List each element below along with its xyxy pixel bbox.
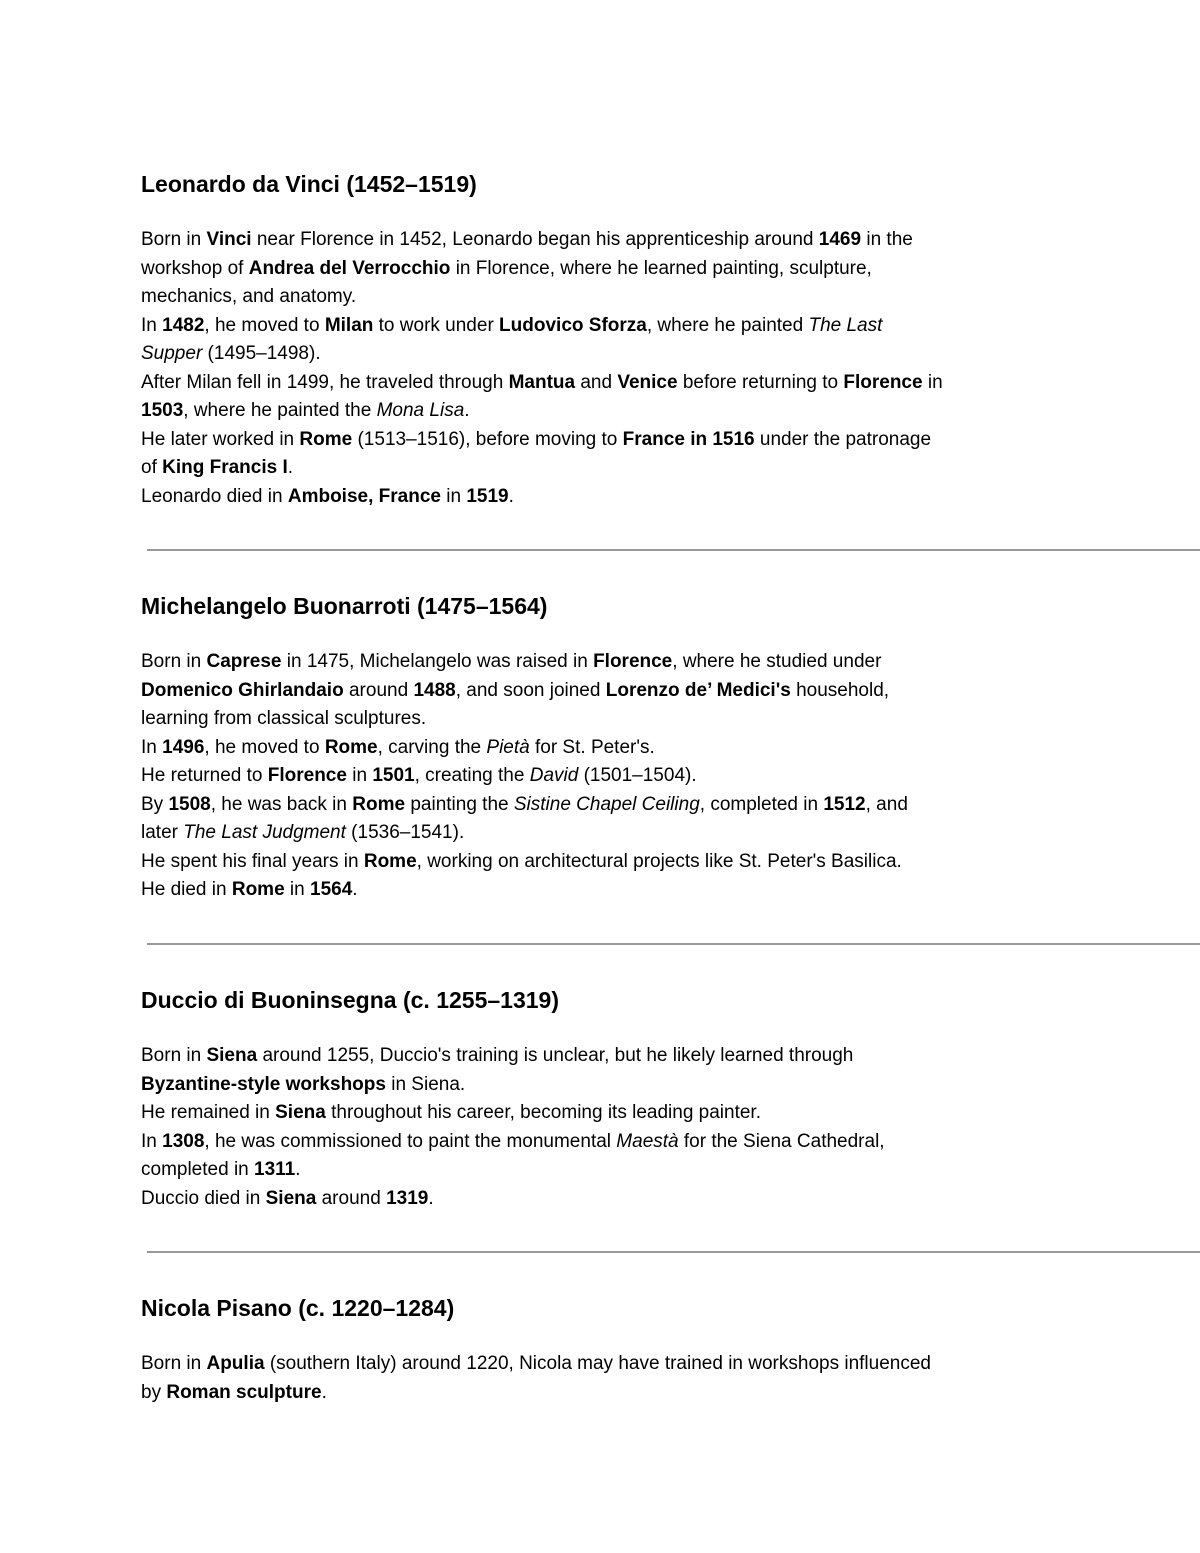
italic-text: Sistine Chapel Ceiling xyxy=(513,793,700,815)
text-run: in Florence, where he learned painting, sculpture, xyxy=(450,257,872,279)
paragraph-line xyxy=(141,397,1141,426)
paragraph-line xyxy=(141,1185,1141,1214)
text-run: . xyxy=(287,457,294,478)
text-run: later xyxy=(141,822,184,843)
bold-text: 1564 xyxy=(310,879,353,900)
text-run: He remained in xyxy=(141,1102,276,1123)
text-run: . xyxy=(508,485,514,507)
paragraph-line xyxy=(141,283,1141,312)
italic-text: The Last Judgment xyxy=(183,822,346,843)
section-divider xyxy=(147,1251,1200,1253)
section-michelangelo xyxy=(141,592,1141,905)
paragraph-line xyxy=(141,312,1141,341)
text-run: and xyxy=(575,371,618,393)
text-run: in Siena. xyxy=(385,1073,466,1095)
bold-text: Florence xyxy=(593,651,673,672)
text-run: near Florence in 1452, Leonardo began his apprenticeship around xyxy=(251,229,819,250)
text-run: by xyxy=(141,1381,167,1403)
bold-text: 1482 xyxy=(162,314,205,336)
italic-text: Mona Lisa xyxy=(376,400,465,421)
text-run: . xyxy=(352,879,358,900)
text-run: before returning to xyxy=(677,371,844,393)
text-run: around xyxy=(316,1187,387,1209)
bold-text: Amboise, France xyxy=(287,485,441,507)
bold-text: Byzantine-style workshops xyxy=(141,1073,386,1095)
bold-text: Rome xyxy=(231,879,285,900)
bold-text: 1508 xyxy=(168,793,211,815)
bold-text: Caprese xyxy=(206,651,282,672)
bold-text: Siena xyxy=(265,1187,317,1209)
text-run: , he moved to xyxy=(204,314,325,336)
bold-text: Rome xyxy=(324,736,378,758)
bold-text: 1308 xyxy=(162,1130,205,1152)
bold-text: Siena xyxy=(275,1102,326,1123)
bold-text: 1319 xyxy=(386,1187,429,1209)
text-run: , he was back in xyxy=(210,793,353,815)
text-run: to work under xyxy=(373,314,500,336)
text-run: (1495–1498). xyxy=(202,343,321,364)
text-run: , completed in xyxy=(699,793,824,815)
paragraph-line xyxy=(141,1128,1141,1157)
text-run: . xyxy=(428,1187,434,1209)
text-run: , working on architectural projects like St. Peter's Basilica. xyxy=(416,850,902,872)
text-run: . xyxy=(464,400,470,421)
text-run: for the Siena Cathedral, xyxy=(678,1130,885,1152)
text-run: of xyxy=(141,457,163,478)
bold-text: 1501 xyxy=(372,765,415,786)
paragraph-line xyxy=(141,426,1141,455)
paragraph-line xyxy=(141,791,1141,820)
section-leonardo xyxy=(141,170,1141,511)
text-run: completed in xyxy=(141,1159,255,1180)
bold-text: 1503 xyxy=(141,400,184,421)
paragraph-line xyxy=(141,762,1141,791)
text-run: in xyxy=(922,371,943,393)
section-pisano xyxy=(141,1294,1141,1407)
text-run: , he was commissioned to paint the monumental xyxy=(204,1130,617,1152)
paragraph-line xyxy=(141,677,1141,706)
section-body xyxy=(141,226,1141,511)
text-run: in 1475, Michelangelo was raised in xyxy=(281,651,594,672)
text-run: in the xyxy=(861,229,913,250)
bold-text: Mantua xyxy=(508,371,576,393)
paragraph-line xyxy=(141,648,1141,677)
bold-text: Rome xyxy=(352,793,406,815)
text-run: , creating the xyxy=(414,765,530,786)
text-run: workshop of xyxy=(141,257,249,279)
text-run: By xyxy=(141,793,169,815)
text-run: (1513–1516), before moving to xyxy=(352,428,623,450)
text-run: . xyxy=(295,1159,301,1180)
text-run: Born in xyxy=(141,229,207,250)
section-body xyxy=(141,1042,1141,1213)
section-body xyxy=(141,648,1141,905)
text-run: In xyxy=(141,314,163,336)
text-run: In xyxy=(141,736,163,758)
bold-text: 1488 xyxy=(413,679,456,701)
text-run: household, xyxy=(790,679,890,701)
text-run: , he moved to xyxy=(204,736,325,758)
italic-text: Maestà xyxy=(616,1130,679,1152)
paragraph-line xyxy=(141,226,1141,255)
paragraph-line xyxy=(141,340,1141,369)
section-divider xyxy=(147,549,1200,551)
text-run: Duccio died in xyxy=(141,1187,266,1209)
text-run: Born in xyxy=(141,1353,207,1374)
text-run: (southern Italy) around 1220, Nicola may have trained in workshops influenced xyxy=(264,1353,931,1374)
text-run: learning from classical sculptures. xyxy=(141,708,427,729)
text-run: He returned to xyxy=(141,765,268,786)
bold-text: Domenico Ghirlandaio xyxy=(141,679,344,701)
text-run: Born in xyxy=(141,1045,207,1066)
text-run: for St. Peter's. xyxy=(529,736,655,758)
paragraph-line xyxy=(141,848,1141,877)
text-run: around xyxy=(343,679,414,701)
section-title: Michelangelo Buonarroti (1475–1564) xyxy=(141,593,548,619)
text-run: . xyxy=(321,1381,327,1403)
section-body xyxy=(141,1350,1141,1407)
bold-text: Milan xyxy=(324,314,374,336)
text-run: in xyxy=(284,879,310,900)
bold-text: Venice xyxy=(617,371,678,393)
paragraph-line xyxy=(141,454,1141,483)
text-run: mechanics, and anatomy. xyxy=(141,286,357,307)
paragraph-line xyxy=(141,255,1141,284)
paragraph-line xyxy=(141,1156,1141,1185)
bold-text: Andrea del Verrocchio xyxy=(248,257,451,279)
bold-text: France in 1516 xyxy=(622,428,755,450)
text-run: , where he painted the xyxy=(183,400,377,421)
paragraph-line xyxy=(141,705,1141,734)
text-run: (1536–1541). xyxy=(345,822,465,843)
text-run: around 1255, Duccio's training is unclear, but he likely learned through xyxy=(257,1045,854,1066)
text-run: in xyxy=(440,485,467,507)
italic-text: Pietà xyxy=(486,736,530,758)
text-run: Leonardo died in xyxy=(141,485,288,507)
text-run: , where he painted xyxy=(646,314,809,336)
bold-text: 1496 xyxy=(162,736,205,758)
text-run: After Milan fell in 1499, he traveled through xyxy=(141,371,509,393)
paragraph-line xyxy=(141,876,1141,905)
bold-text: Vinci xyxy=(206,229,252,250)
paragraph-line xyxy=(141,1071,1141,1100)
bold-text: 1311 xyxy=(254,1159,296,1180)
text-run: , where he studied under xyxy=(672,651,882,672)
section-divider xyxy=(147,943,1200,945)
bold-text: 1469 xyxy=(818,229,862,250)
text-run: throughout his career, becoming its leading painter. xyxy=(325,1102,761,1123)
paragraph-line xyxy=(141,369,1141,398)
paragraph-line xyxy=(141,1042,1141,1071)
italic-text: Supper xyxy=(141,343,203,364)
text-run: , and xyxy=(865,793,908,815)
text-run: painting the xyxy=(405,793,514,815)
paragraph-line xyxy=(141,483,1141,512)
text-run: in xyxy=(346,765,373,786)
section-title: Nicola Pisano (c. 1220–1284) xyxy=(141,1295,455,1321)
bold-text: Rome xyxy=(363,850,417,872)
text-run: He later worked in xyxy=(141,428,300,450)
text-run: , and soon joined xyxy=(455,679,606,701)
bold-text: 1519 xyxy=(466,485,509,507)
text-run: He died in xyxy=(141,879,232,900)
bold-text: Rome xyxy=(299,428,353,450)
text-run: He spent his final years in xyxy=(141,850,364,872)
paragraph-line xyxy=(141,1350,1141,1379)
paragraph-line xyxy=(141,819,1141,848)
bold-text: Ludovico Sforza xyxy=(499,314,647,336)
bold-text: Roman sculpture xyxy=(166,1381,322,1403)
text-run: In xyxy=(141,1130,163,1152)
text-run: Born in xyxy=(141,651,207,672)
section-duccio xyxy=(141,986,1141,1213)
bold-text: King Francis I xyxy=(162,457,288,478)
text-run: (1501–1504). xyxy=(578,765,697,786)
paragraph-line xyxy=(141,1099,1141,1128)
italic-text: David xyxy=(529,765,579,786)
bold-text: Florence xyxy=(843,371,923,393)
bold-text: Lorenzo de’ Medici's xyxy=(605,679,791,701)
bold-text: Siena xyxy=(206,1045,258,1066)
paragraph-line xyxy=(141,734,1141,763)
italic-text: The Last xyxy=(808,314,883,336)
section-title: Duccio di Buoninsegna (c. 1255–1319) xyxy=(141,987,559,1013)
paragraph-line xyxy=(141,1379,1141,1408)
bold-text: Florence xyxy=(267,765,347,786)
section-title: Leonardo da Vinci (1452–1519) xyxy=(141,171,477,197)
text-run: under the patronage xyxy=(754,428,932,450)
bold-text: Apulia xyxy=(206,1353,265,1374)
bold-text: 1512 xyxy=(823,793,866,815)
text-run: , carving the xyxy=(377,736,487,758)
